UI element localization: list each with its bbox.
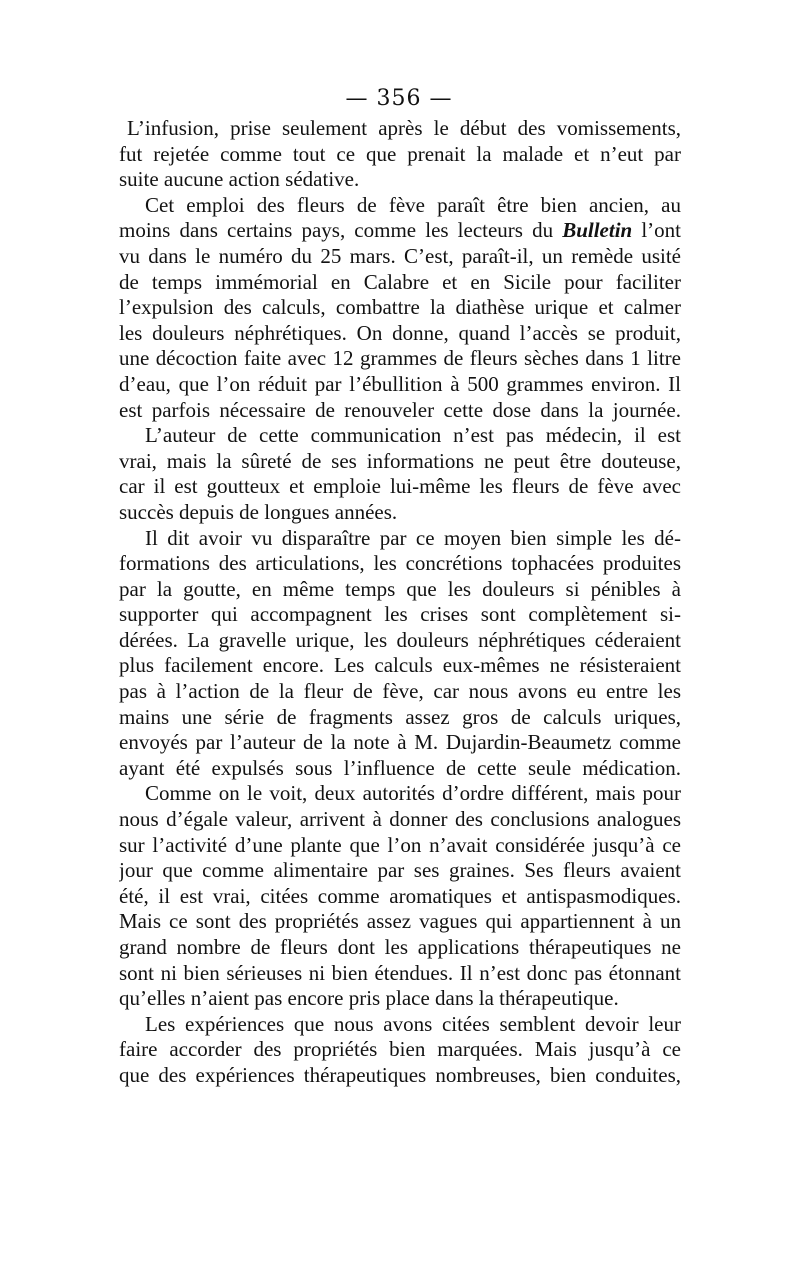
text-line: L’auteur de cette communication n’est pas médecin, il est [145,423,681,448]
text-line: succès depuis de longues années. [119,499,398,524]
text-line: L’infusion, prise seulement après le début des vomissements, [127,116,681,140]
text-line: l’expulsion des calculs, combattre la diathèse urique et calmer [119,295,681,320]
text-line: par la goutte, en même temps que les douleurs si pénibles à [119,576,681,601]
text-line: formations des articulations, les concrétions tophacées produites [119,551,681,576]
body-text [119,116,681,1089]
text-line: ayant été expulsés sous l’influence de cette seule médication. [119,755,681,780]
text-line: pas à l’action de la fleur de fève, car nous avons eu entre les [119,679,681,704]
text-line: dérées. La gravelle urique, les douleurs néphrétiques céderaient [119,627,681,652]
text-line: Cet emploi des fleurs de fève paraît être bien ancien, au [145,192,681,217]
paragraph-5 [119,781,681,1011]
text-line: envoyés par l’auteur de la note à M. Dujardin-Beaumetz comme [119,730,681,755]
text-line: car il est goutteux et emploie lui-même les fleurs de fève avec [119,474,681,499]
text-line: Les expériences que nous avons citées semblent devoir leur [145,1011,681,1036]
text-line: vu dans le numéro du 25 mars. C’est, paraît-il, un remède usité [119,243,681,268]
text-line: Mais ce sont des propriétés assez vagues qui appartiennent à un [119,909,681,934]
text-line: vrai, mais la sûreté de ses informations ne peut être douteuse, [119,448,681,473]
text-line: de temps immémorial en Calabre et en Sicile pour faciliter [119,269,681,294]
text-line: mains une série de fragments assez gros de calculs uriques, [119,704,681,729]
text-line: une décoction faite avec 12 grammes de fleurs sèches dans 1 litre [119,346,681,371]
paragraph-6 [119,1012,681,1089]
text-line: d’eau, que l’on réduit par l’ébullition à 500 grammes environ. Il [119,371,681,396]
page-number: — 356 — [345,86,453,111]
text-line: que des expériences thérapeutiques nombreuses, bien conduites, [119,1062,681,1087]
text-line: jour que comme alimentaire par ses graines. Ses fleurs avaient [119,858,681,883]
text-line: faire accorder des propriétés bien marquées. Mais jusqu’à ce [119,1037,681,1062]
text-line: nous d’égale valeur, arrivent à donner des conclusions analogues [119,807,681,832]
text-line: qu’elles n’aient pas encore pris place dans la thérapeutique. [119,986,619,1011]
journal-title: Bulletin [562,218,633,243]
text-line: Comme on le voit, deux autorités d’ordre différent, mais pour [145,781,681,806]
paragraph-3 [119,423,681,525]
text-line: été, il est vrai, citées comme aromatiques et antispasmodiques. [119,883,681,908]
paragraph-2 [119,193,681,423]
text-line: sont ni bien sérieuses ni bien étendues. Il n’est donc pas étonnant [119,960,681,985]
text-line: grand nombre de fleurs dont les applications thérapeutiques ne [119,935,681,959]
text-line: plus facilement encore. Les calculs eux-mêmes ne résisteraient [119,653,681,678]
text-line: suite aucune action sédative. [119,167,360,192]
text-line: moins dans certains pays, comme les lecteurs du Bulletin l’ont [119,218,681,243]
text-line: sur l’activité d’une plante que l’on n’avait considérée jusqu’à ce [119,832,681,857]
paragraph-4 [119,526,681,782]
text-line: Il dit avoir vu disparaître par ce moyen bien simple les dé- [145,525,681,550]
text-line: supporter qui accompagnent les crises sont complètement si- [119,602,681,627]
text-line: fut rejetée comme tout ce que prenait la malade et n’eut par [119,141,681,166]
text-line: est parfois nécessaire de renouveler cette dose dans la journée. [119,397,681,422]
paragraph-1 [119,116,681,193]
text-line: les douleurs néphrétiques. On donne, quand l’accès se produit, [119,320,681,345]
